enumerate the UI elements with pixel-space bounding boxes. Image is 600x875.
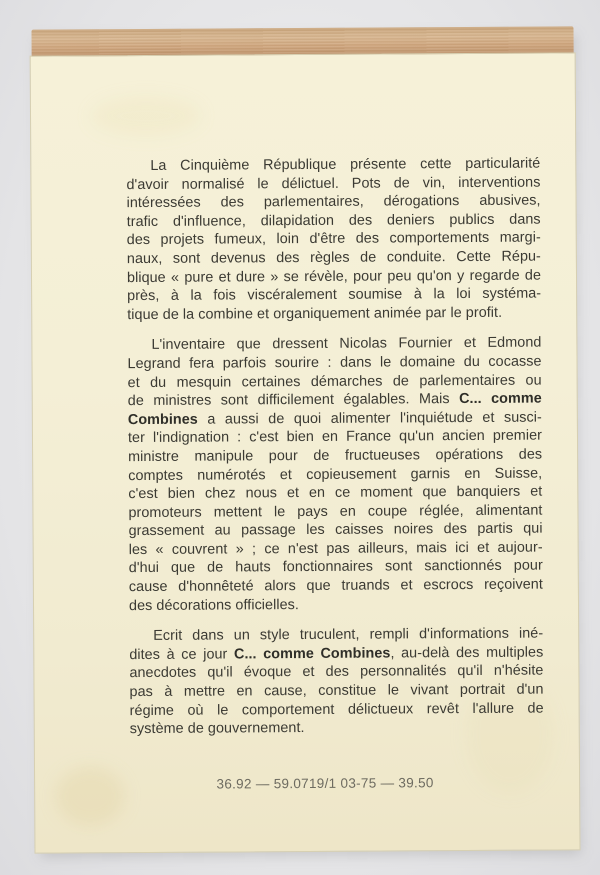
catalog-code: 36.92 — 59.0719/1 03-75 — 39.50 <box>216 775 434 792</box>
text-line <box>128 408 542 429</box>
text-segment: a aussi de quoi alimenter l'inquiétude et susci- <box>197 409 542 428</box>
text-line: tique de la combine et organiquement animée par le profit. <box>127 304 503 323</box>
text-line: L'inventaire que dressent Nicolas Fournier et Edmond <box>151 334 542 354</box>
paragraph-3 <box>129 625 544 739</box>
text-line: intéressées des parlementaires, dérogations abusives, <box>126 192 541 212</box>
text-segment: dites à ce jour <box>129 646 235 663</box>
paragraph-1 <box>126 155 541 325</box>
paper-stain <box>55 766 125 826</box>
book-title-inline: C... comme Combines <box>233 645 391 663</box>
text-line: naux, sont devenus des règles de conduite. Cette Répu- <box>126 248 541 268</box>
text-line: des projets fumeux, loin d'être des comportements margi- <box>126 229 541 249</box>
text-line: blique « pure et dure » se révèle, pour peu qu'on y regarde de <box>126 267 542 286</box>
text-line: c'est bien chez nous et en ce moment que banquiers et <box>128 483 543 503</box>
text-line: ter l'indignation : c'est bien en France qu'un ancien premier <box>127 427 543 447</box>
text-line: La Cinquième République présente cette particularité <box>150 155 541 174</box>
book-title-inline: Combines <box>127 411 198 428</box>
blurb-text <box>126 155 544 739</box>
text-line: système de gouvernement. <box>129 720 305 738</box>
text-line: grassement au passage les caisses noires des partis qui <box>128 520 543 540</box>
text-line <box>128 390 542 411</box>
text-line: Ecrit dans un style truculent, rempli d'informations iné- <box>153 625 544 645</box>
text-line: près, à la fois viscéralement soumise à la loi systéma- <box>127 285 542 305</box>
text-line: promoteurs mettent le pays en coupe réglée, alimentant <box>128 502 543 521</box>
text-line: régime où le comportement délictueux revêt l'allure de <box>129 700 544 719</box>
paper-stain <box>91 96 201 137</box>
text-segment: de ministres sont difficilement égalables. Mais <box>127 391 460 410</box>
text-line: d'avoir normalisé le délictuel. Pots de vin, interventions <box>126 174 541 193</box>
text-line: d'hui que de hauts fonctionnaires sont sanctionnés pour <box>128 558 543 577</box>
book-title-inline: C... comme <box>459 390 542 408</box>
text-line: Legrand fera parfois sourire : dans le domaine du cocasse <box>127 353 542 373</box>
text-line: trafic d'influence, dilapidation des deniers publics dans <box>126 211 541 230</box>
paragraph-2 <box>127 334 543 615</box>
text-line: des décorations officielles. <box>128 596 299 614</box>
text-line: les « couvrent » ; ce n'est pas ailleurs, mais ici et aujour- <box>128 539 543 558</box>
text-line: pas à mettre en cause, constitue le vivant portrait d'un <box>129 681 544 701</box>
text-segment: , au-delà des multiples <box>390 644 544 662</box>
text-line: et du mesquin certaines démarches de parlementaires ou <box>127 372 542 391</box>
text-line: cause d'honnêteté alors que truands et escrocs reçoivent <box>128 576 543 596</box>
book-back-cover <box>29 26 580 853</box>
text-line: anecdotes qu'il évoque et des personnalités qu'il n'hésite <box>129 662 544 682</box>
text-line: ministre manipule pour de fructueuses opérations des <box>128 446 543 465</box>
text-line: comptes numérotés et copieusement garnis en Suisse, <box>128 465 543 484</box>
text-line <box>129 643 543 664</box>
